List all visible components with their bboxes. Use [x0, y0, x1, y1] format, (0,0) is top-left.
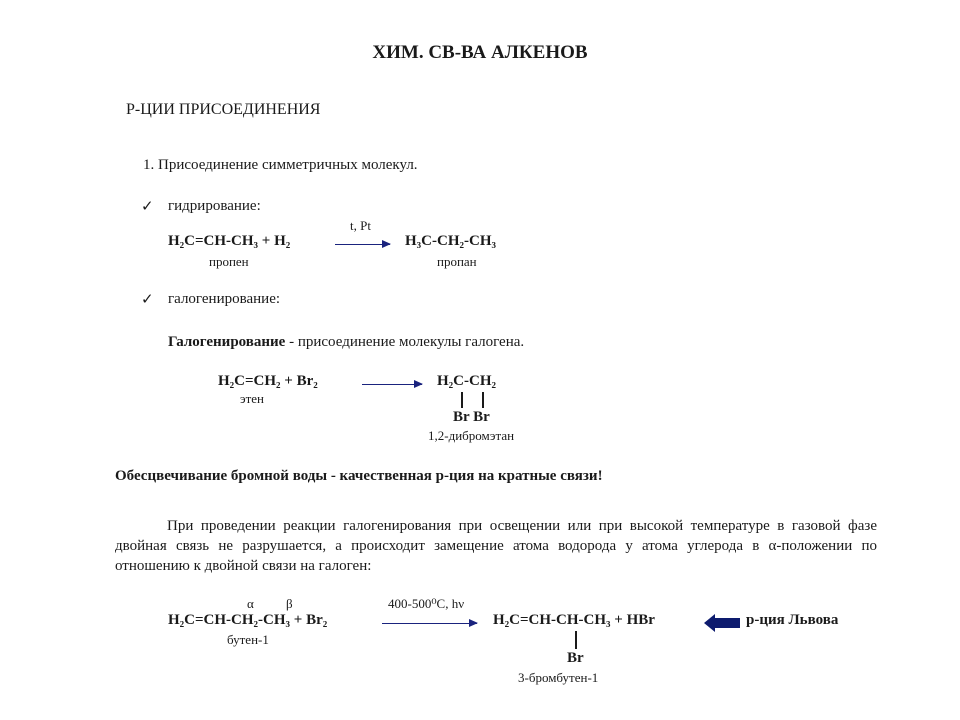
reaction-arrow-icon — [362, 384, 422, 385]
paragraph-text: При проведении реакции галогенирования при освещении или при высокой температуре в газовой фазе двойная связь не разрушается, а происходит замещение атома водорода у атома углерода в α-положении по отношению к двойной связи на галоген: — [115, 518, 877, 574]
propane-name: пропан — [437, 254, 477, 269]
check-icon: ✓ — [141, 199, 154, 215]
check-icon: ✓ — [141, 292, 154, 308]
hydrogenation-reactants: H₂C=CH-CH₃ + H₂ — [168, 233, 291, 249]
halogenation-product: H₂C-CH₂ — [437, 373, 496, 389]
definition-term: Галогенирование — [168, 334, 286, 350]
alpha-label: α — [247, 596, 254, 611]
butene-name: бутен-1 — [227, 632, 269, 647]
hydrogenation-condition: t, Pt — [350, 218, 371, 233]
hydrogenation-label: гидрирование: — [168, 198, 261, 214]
list-item-1: 1. Присоединение симметричных молекул. — [143, 157, 418, 173]
lvov-condition: 400-500⁰С, hν — [388, 596, 465, 611]
bromobutene-name: 3-бромбутен-1 — [518, 670, 599, 685]
bond-line — [482, 392, 484, 408]
halogenation-reactants: H₂C=CH₂ + Br₂ — [218, 373, 318, 389]
bond-line — [575, 631, 577, 649]
bond-line — [461, 392, 463, 408]
reaction-arrow-icon — [382, 623, 477, 624]
description-paragraph — [115, 516, 877, 576]
dibromoethane-name: 1,2-дибромэтан — [428, 428, 515, 443]
page-title: ХИМ. СВ-ВА АЛКЕНОВ — [372, 42, 588, 63]
reaction-arrow-icon — [335, 244, 390, 245]
lvov-reaction-name: р-ция Львова — [746, 612, 839, 628]
lvov-reactants: H₂C=CH-CH₂-CH₃ + Br₂ — [168, 612, 328, 628]
section-heading: Р-ЦИИ ПРИСОЕДИНЕНИЯ — [126, 101, 321, 118]
ethene-name: этен — [240, 391, 264, 406]
halogenation-definition — [168, 334, 524, 351]
beta-label: β — [286, 596, 293, 611]
definition-text: - присоединение молекулы галогена. — [285, 334, 525, 350]
big-arrow-left-icon — [704, 613, 740, 633]
propene-name: пропен — [209, 254, 249, 269]
halogenation-product-substituents: Br Br — [453, 409, 490, 425]
lvov-product: H₂C=CH-CH-CH₃ + HBr — [493, 612, 655, 628]
hydrogenation-product: H₃C-CH₂-CH₃ — [405, 233, 496, 249]
bromine-water-note: Обесцвечивание бромной воды - качественная р-ция на кратные связи! — [115, 468, 603, 484]
halogenation-label: галогенирование: — [168, 291, 281, 307]
lvov-product-substituent: Br — [567, 650, 584, 666]
